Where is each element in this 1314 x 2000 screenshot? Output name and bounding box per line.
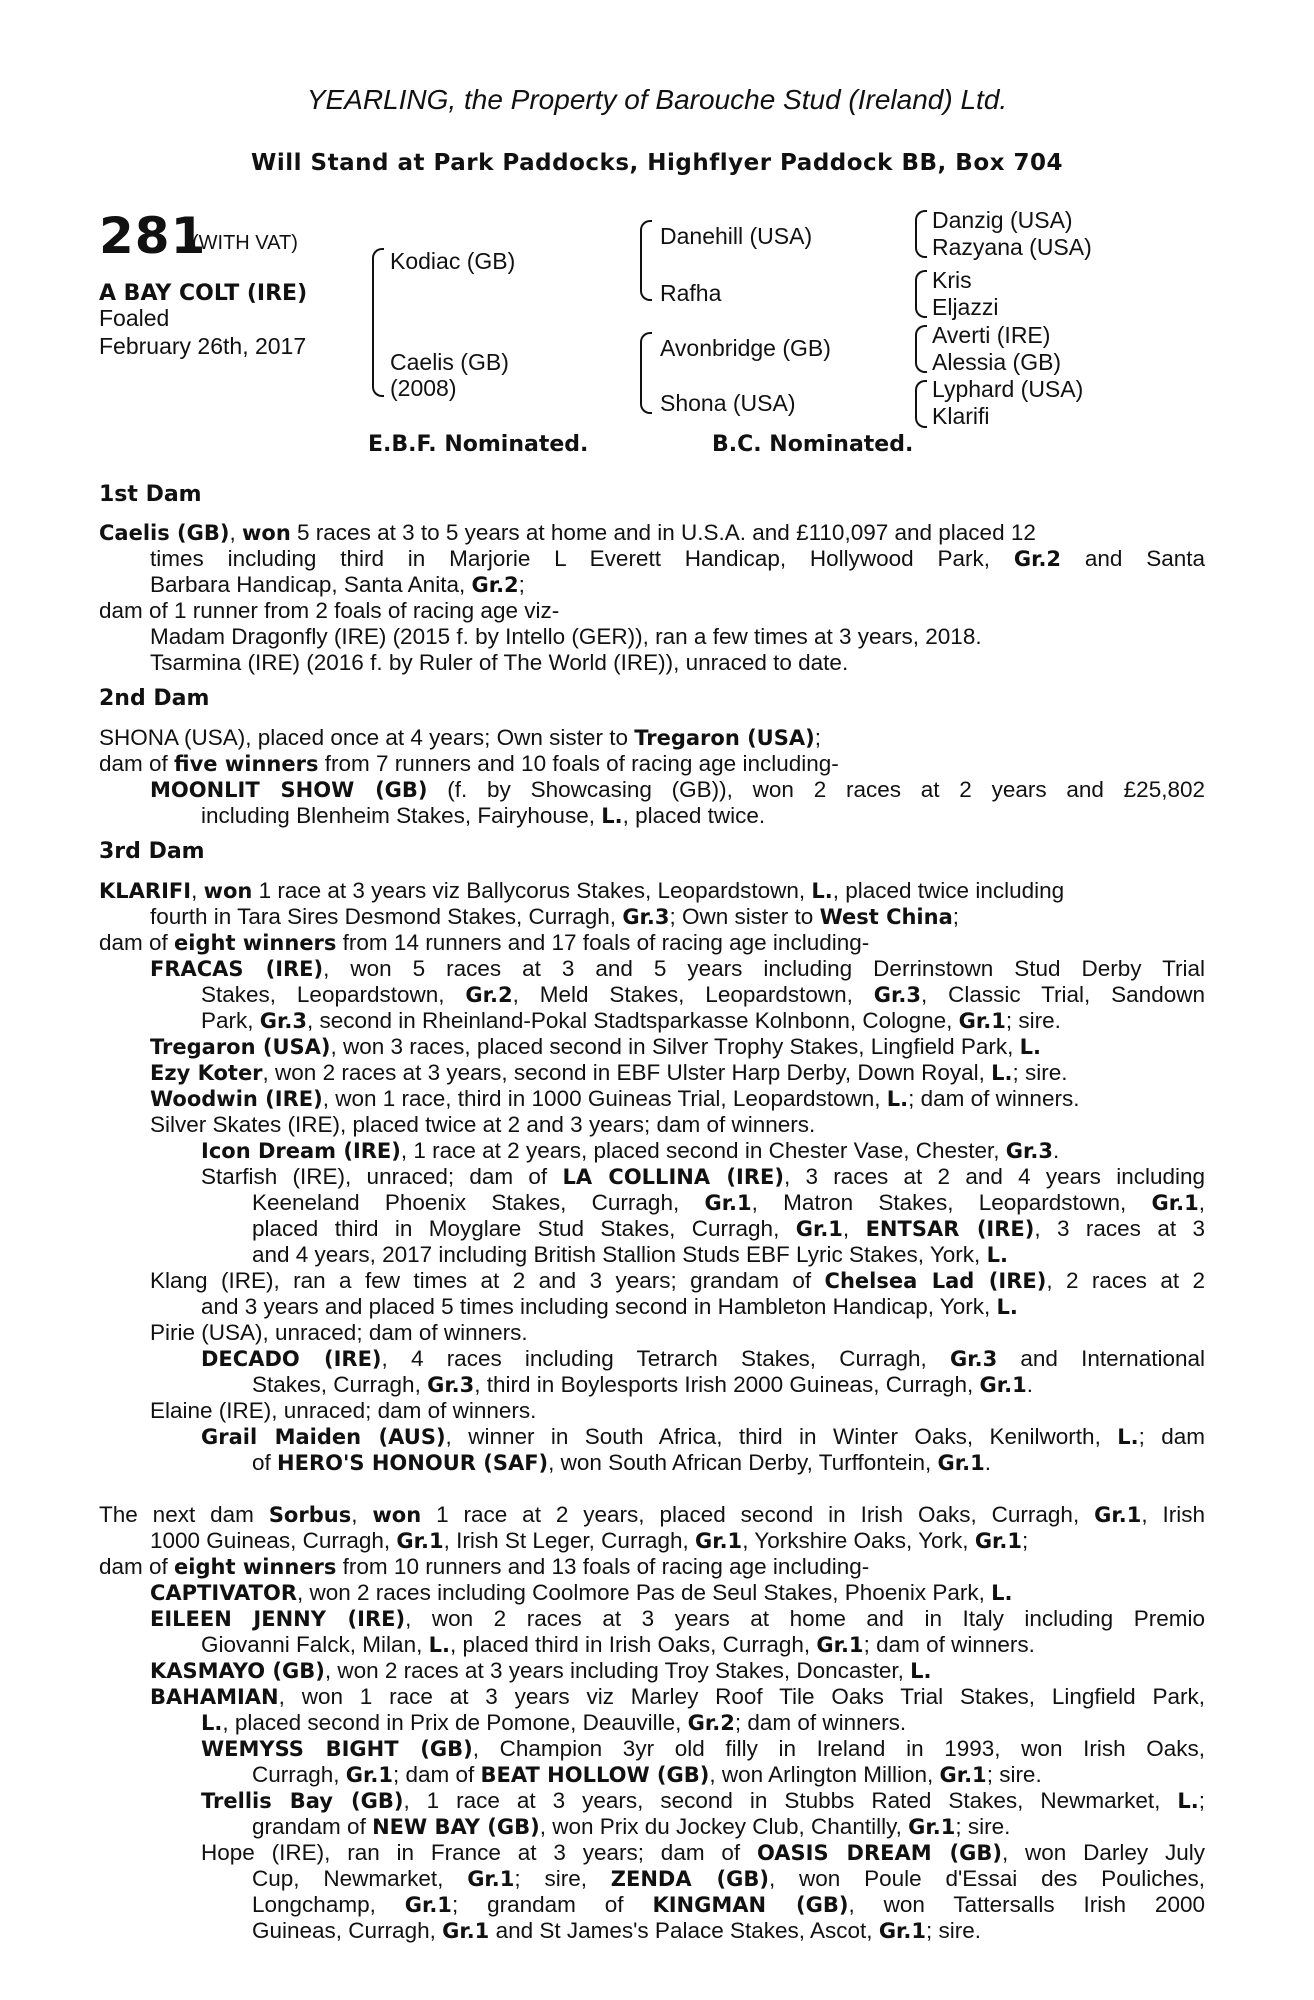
text-line: Cup, Newmarket, Gr.1; sire, ZENDA (GB), won Poule d'Essai des Pouliches, <box>252 1866 1205 1891</box>
pedigree-dam-year: (2008) <box>390 375 457 401</box>
text-line: Silver Skates (IRE), placed twice at 2 and 3 years; dam of winners. <box>150 1112 816 1137</box>
bc-nominated: B.C. Nominated. <box>712 432 914 457</box>
text-line: WEMYSS BIGHT (GB), Champion 3yr old filly in Ireland in 1993, won Irish Oaks, <box>201 1736 1206 1761</box>
text-line: CAPTIVATOR, won 2 races including Coolmore Pas de Seul Stakes, Phoenix Park, L. <box>150 1580 1013 1605</box>
pedigree-g3-7: Lyphard (USA) <box>932 376 1084 402</box>
text-line: dam of eight winners from 14 runners and 17 foals of racing age including- <box>99 930 870 955</box>
text-line: Klang (IRE), ran a few times at 2 and 3 years; grandam of Chelsea Lad (IRE), 2 races at 2 <box>150 1268 1205 1293</box>
pedigree-g3-5: Averti (IRE) <box>932 322 1051 348</box>
pedigree-brace <box>915 380 927 428</box>
pedigree-sire-sire: Danehill (USA) <box>660 223 813 249</box>
text-line: Barbara Handicap, Santa Anita, Gr.2; <box>150 572 525 597</box>
text-line: The next dam Sorbus, won 1 race at 2 years, placed second in Irish Oaks, Curragh, Gr.1, Irish <box>99 1502 1205 1527</box>
text-line: Trellis Bay (GB), 1 race at 3 years, second in Stubbs Rated Stakes, Newmarket, L.; <box>201 1788 1205 1813</box>
vendor-header: YEARLING, the Property of Barouche Stud (Ireland) Ltd. <box>306 84 1008 115</box>
text-line: Caelis (GB), won 5 races at 3 to 5 years at home and in U.S.A. and £110,097 and placed 12 <box>99 520 1036 545</box>
text-line: dam of eight winners from 10 runners and 13 foals of racing age including- <box>99 1554 870 1579</box>
foaled-date: February 26th, 2017 <box>99 333 307 359</box>
pedigree-dam-sire: Avonbridge (GB) <box>660 335 831 361</box>
pedigree-brace <box>915 270 927 318</box>
pedigree-brace <box>915 210 927 258</box>
pedigree-dam-dam: Shona (USA) <box>660 390 796 416</box>
text-line: fourth in Tara Sires Desmond Stakes, Curragh, Gr.3; Own sister to West China; <box>150 904 960 929</box>
text-line: Ezy Koter, won 2 races at 3 years, second in EBF Ulster Harp Derby, Down Royal, L.; sire. <box>150 1060 1068 1085</box>
pedigree-g3-8: Klarifi <box>932 403 990 429</box>
foaled-label: Foaled <box>99 305 170 331</box>
first-dam-heading: 1st Dam <box>99 482 202 507</box>
text-line: Longchamp, Gr.1; grandam of KINGMAN (GB), won Tattersalls Irish 2000 <box>252 1892 1205 1917</box>
text-line: BAHAMIAN, won 1 race at 3 years viz Marley Roof Tile Oaks Trial Stakes, Lingfield Park, <box>150 1684 1205 1709</box>
text-line: Icon Dream (IRE), 1 race at 2 years, placed second in Chester Vase, Chester, Gr.3. <box>201 1138 1060 1163</box>
pedigree-g3-6: Alessia (GB) <box>932 349 1062 375</box>
text-line: grandam of NEW BAY (GB), won Prix du Jockey Club, Chantilly, Gr.1; sire. <box>252 1814 1011 1839</box>
text-line: Tsarmina (IRE) (2016 f. by Ruler of The World (IRE)), unraced to date. <box>150 650 849 675</box>
pedigree-g3-1: Danzig (USA) <box>932 207 1073 233</box>
text-line: FRACAS (IRE), won 5 races at 3 and 5 years including Derrinstown Stud Derby Trial <box>150 956 1205 981</box>
text-line: Guineas, Curragh, Gr.1 and St James's Palace Stakes, Ascot, Gr.1; sire. <box>252 1918 982 1943</box>
text-line: dam of 1 runner from 2 foals of racing age viz- <box>99 598 560 623</box>
pedigree-brace <box>372 248 384 397</box>
ebf-nominated: E.B.F. Nominated. <box>368 432 589 457</box>
pedigree-g3-3: Kris <box>932 267 972 293</box>
text-line: KASMAYO (GB), won 2 races at 3 years including Troy Stakes, Doncaster, L. <box>150 1658 932 1683</box>
text-line: KLARIFI, won 1 race at 3 years viz Ballycorus Stakes, Leopardstown, L., placed twice including <box>99 878 1065 903</box>
lot-number: 281 <box>99 207 207 265</box>
pedigree-dam: Caelis (GB) <box>390 349 509 375</box>
pedigree-g3-2: Razyana (USA) <box>932 234 1092 260</box>
text-line: Curragh, Gr.1; dam of BEAT HOLLOW (GB), won Arlington Million, Gr.1; sire. <box>252 1762 1042 1787</box>
pedigree-brace <box>640 332 652 414</box>
text-line: Hope (IRE), ran in France at 3 years; dam of OASIS DREAM (GB), won Darley July <box>201 1840 1206 1865</box>
third-dam-heading: 3rd Dam <box>99 839 205 864</box>
text-line: Grail Maiden (AUS), winner in South Africa, third in Winter Oaks, Kenilworth, L.; dam <box>201 1424 1205 1449</box>
text-line: Woodwin (IRE), won 1 race, third in 1000 Guineas Trial, Leopardstown, L.; dam of winners. <box>150 1086 1080 1111</box>
vat-note: (WITH VAT) <box>192 232 298 254</box>
pedigree-brace <box>640 220 652 301</box>
text-line: placed third in Moyglare Stud Stakes, Curragh, Gr.1, ENTSAR (IRE), 3 races at 3 <box>252 1216 1205 1241</box>
text-line: including Blenheim Stakes, Fairyhouse, L., placed twice. <box>201 803 766 828</box>
text-line: times including third in Marjorie L Everett Handicap, Hollywood Park, Gr.2 and Santa <box>150 546 1206 571</box>
text-line: Starfish (IRE), unraced; dam of LA COLLINA (IRE), 3 races at 2 and 4 years including <box>201 1164 1206 1189</box>
text-line: Stakes, Leopardstown, Gr.2, Meld Stakes, Leopardstown, Gr.3, Classic Trial, Sandown <box>201 982 1205 1007</box>
text-line: 1000 Guineas, Curragh, Gr.1, Irish St Leger, Curragh, Gr.1, Yorkshire Oaks, York, Gr.1; <box>150 1528 1029 1553</box>
text-line: Pirie (USA), unraced; dam of winners. <box>150 1320 528 1345</box>
text-line: MOONLIT SHOW (GB) (f. by Showcasing (GB)), won 2 races at 2 years and £25,802 <box>150 777 1206 802</box>
text-line: dam of five winners from 7 runners and 10 foals of racing age including- <box>99 751 839 776</box>
text-line: DECADO (IRE), 4 races including Tetrarch Stakes, Curragh, Gr.3 and International <box>201 1346 1205 1371</box>
text-line: Elaine (IRE), unraced; dam of winners. <box>150 1398 537 1423</box>
text-line: Madam Dragonfly (IRE) (2015 f. by Intello (GER)), ran a few times at 3 years, 2018. <box>150 624 982 649</box>
text-line: SHONA (USA), placed once at 4 years; Own sister to Tregaron (USA); <box>99 725 821 750</box>
pedigree-sire: Kodiac (GB) <box>390 248 516 274</box>
pedigree-sire-dam: Rafha <box>660 280 722 306</box>
pedigree-brace <box>915 325 927 373</box>
text-line: L., placed second in Prix de Pomone, Deauville, Gr.2; dam of winners. <box>201 1710 907 1735</box>
second-dam-heading: 2nd Dam <box>99 686 210 711</box>
text-line: Giovanni Falck, Milan, L., placed third in Irish Oaks, Curragh, Gr.1; dam of winners. <box>201 1632 1035 1657</box>
text-line: and 3 years and placed 5 times including second in Hambleton Handicap, York, L. <box>201 1294 1018 1319</box>
stable-location: Will Stand at Park Paddocks, Highflyer Paddock BB, Box 704 <box>251 150 1063 176</box>
text-line: Keeneland Phoenix Stakes, Curragh, Gr.1, Matron Stakes, Leopardstown, Gr.1, <box>252 1190 1205 1215</box>
pedigree-g3-4: Eljazzi <box>932 294 999 320</box>
text-line: of HERO'S HONOUR (SAF), won South African Derby, Turffontein, Gr.1. <box>252 1450 992 1475</box>
text-line: EILEEN JENNY (IRE), won 2 races at 3 years at home and in Italy including Premio <box>150 1606 1205 1631</box>
text-line: Park, Gr.3, second in Rheinland-Pokal Stadtsparkasse Kolnbonn, Cologne, Gr.1; sire. <box>201 1008 1061 1033</box>
lot-name: A BAY COLT (IRE) <box>99 281 308 306</box>
text-line: Tregaron (USA), won 3 races, placed second in Silver Trophy Stakes, Lingfield Park, L. <box>150 1034 1041 1059</box>
text-line: Stakes, Curragh, Gr.3, third in Boylesports Irish 2000 Guineas, Curragh, Gr.1. <box>252 1372 1034 1397</box>
text-line: and 4 years, 2017 including British Stallion Studs EBF Lyric Stakes, York, L. <box>252 1242 1008 1267</box>
